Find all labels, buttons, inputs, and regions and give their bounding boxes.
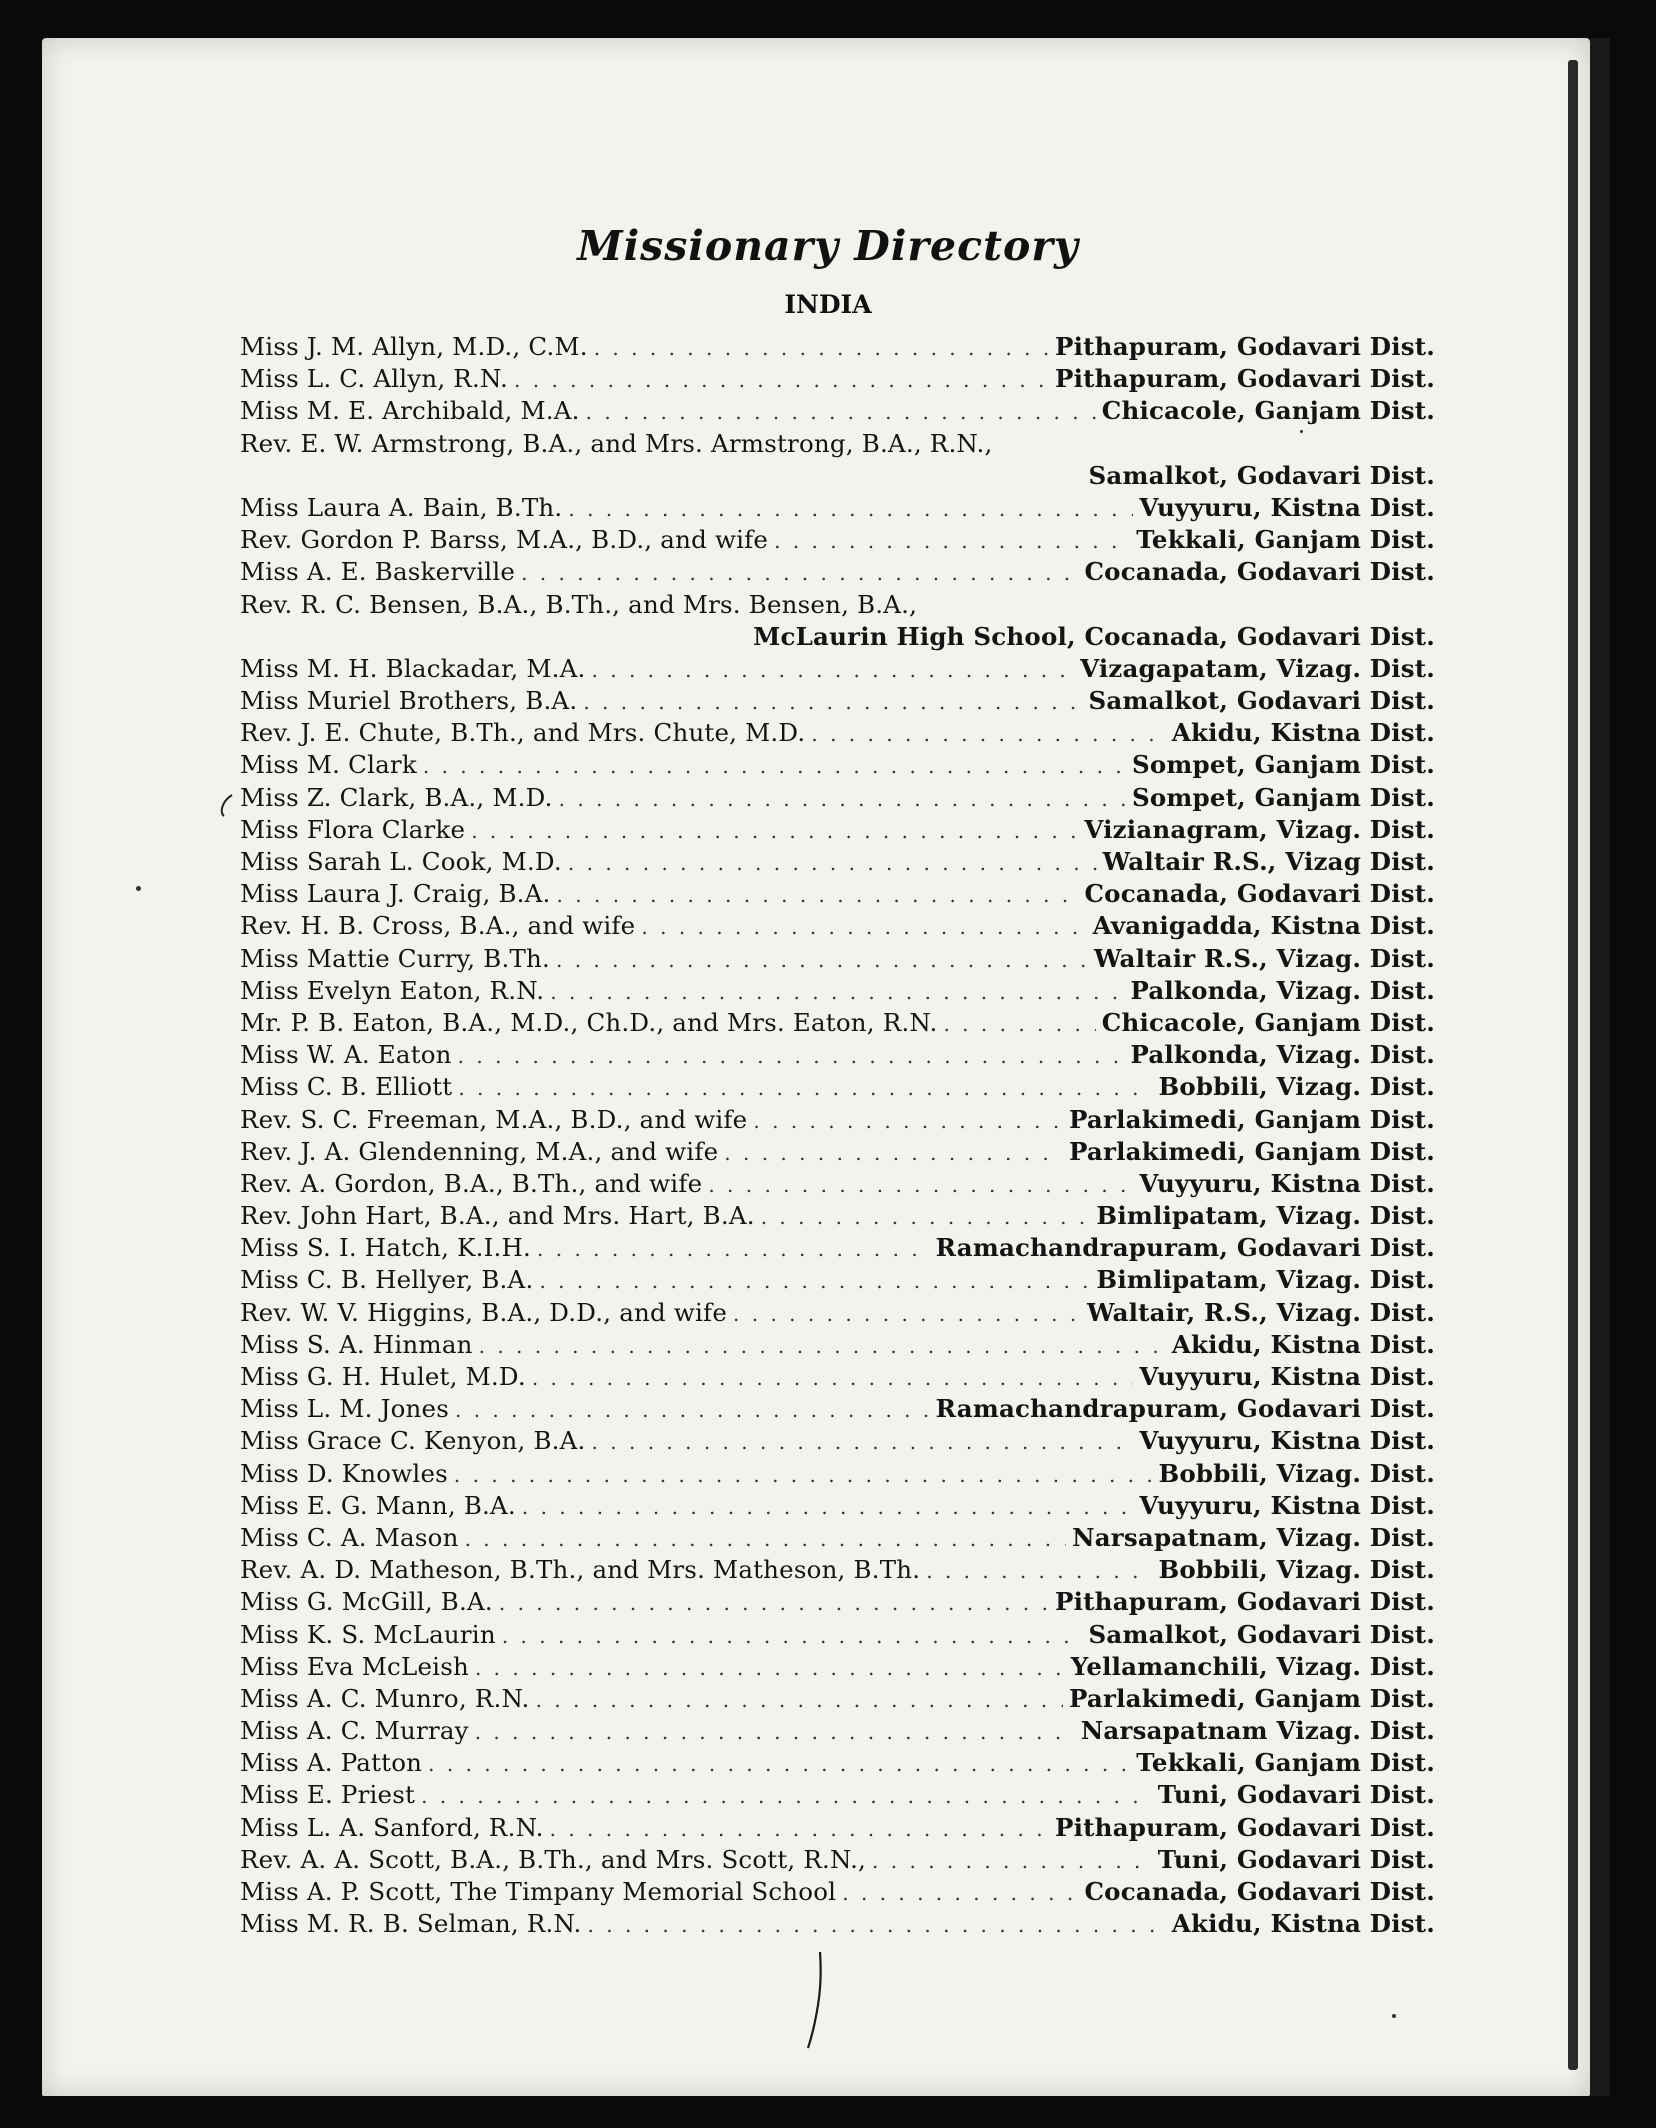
missionary-name: Miss Laura J. Craig, B.A.	[240, 879, 551, 909]
station-location: Bobbili, Vizag. Dist.	[1158, 1072, 1435, 1102]
station-location: Samalkot, Godavari Dist.	[1088, 460, 1435, 490]
station-location: Parlakimedi, Ganjam Dist.	[1068, 1136, 1435, 1166]
station-location: Parlakimedi, Ganjam Dist.	[1068, 1683, 1435, 1713]
missionary-name: Miss A. P. Scott, The Timpany Memorial School	[240, 1877, 837, 1906]
missionary-name: Rev. R. C. Bensen, B.A., B.Th., and Mrs. Bensen, B.A.,	[240, 589, 918, 619]
station-location: Bimlipatam, Vizag. Dist.	[1096, 1265, 1435, 1295]
missionary-name: Rev. Gordon P. Barss, M.A., B.D., and wife	[240, 525, 769, 555]
station-location: Narsapatnam, Vizag. Dist.	[1072, 1522, 1435, 1552]
missionary-name: Miss G. H. Hulet, M.D.	[240, 1362, 526, 1391]
page-title: Missionary Directory	[577, 222, 1079, 270]
dot-leader	[537, 1233, 930, 1265]
missionary-name: Miss M. H. Blackadar, M.A.	[240, 653, 586, 683]
station-location: Tuni, Godavari Dist.	[1157, 1780, 1435, 1810]
dot-leader	[842, 1877, 1078, 1909]
pen-stroke-mark	[800, 1950, 840, 2050]
dot-leader	[475, 1652, 1065, 1684]
dot-leader	[428, 1748, 1130, 1780]
station-location: Waltair R.S., Vizag Dist.	[1102, 847, 1435, 876]
directory-entry	[240, 1425, 1435, 1457]
station-location: Cocanada, Godavari Dist.	[1084, 557, 1435, 587]
directory-entry	[240, 1200, 1435, 1232]
directory-entry	[240, 1232, 1435, 1264]
directory-entry	[240, 524, 1435, 556]
station-location: Chicacole, Ganjam Dist.	[1101, 1007, 1435, 1037]
dot-leader	[550, 976, 1124, 1008]
missionary-name: Miss L. A. Sanford, R.N.	[240, 1812, 544, 1842]
dot-leader	[421, 1780, 1152, 1812]
dot-leader	[499, 1587, 1049, 1619]
station-location: Bobbili, Vizag. Dist.	[1158, 1458, 1435, 1488]
station-location: Bobbili, Vizag. Dist.	[1158, 1555, 1435, 1585]
station-location: Akidu, Kistna Dist.	[1171, 1329, 1435, 1359]
station-location: Waltair R.S., Vizag. Dist.	[1093, 943, 1435, 973]
station-location: Palkonda, Vizag. Dist.	[1130, 1040, 1435, 1070]
missionary-name: Rev. H. B. Cross, B.A., and wife	[240, 911, 636, 941]
missionary-name: Rev. A. A. Scott, B.A., B.Th., and Mrs. Scott, R.N.,	[240, 1844, 867, 1874]
dot-leader	[588, 1909, 1166, 1941]
missionary-name: Miss G. McGill, B.A.	[240, 1587, 493, 1617]
missionary-name: Rev. W. V. Higgins, B.A., D.D., and wife	[240, 1297, 728, 1327]
speck-mark	[136, 886, 141, 891]
dot-leader	[475, 1716, 1075, 1748]
directory-entry	[240, 975, 1435, 1007]
directory-list	[240, 331, 1435, 1940]
station-location: Palkonda, Vizag. Dist.	[1130, 975, 1435, 1005]
directory-entry	[240, 1071, 1435, 1103]
missionary-name: Miss Laura A. Bain, B.Th.	[240, 492, 563, 522]
station-location: Sompet, Ganjam Dist.	[1131, 750, 1435, 780]
dot-leader	[557, 879, 1079, 911]
missionary-name: Miss Muriel Brothers, B.A.	[240, 686, 578, 716]
dot-leader	[724, 1137, 1063, 1169]
dot-leader	[733, 1298, 1081, 1330]
missionary-name: Miss L. C. Allyn, R.N.	[240, 364, 509, 394]
missionary-name: Rev. E. W. Armstrong, B.A., and Mrs. Armstrong, B.A., R.N.,	[240, 428, 993, 458]
station-location: Vuyyuru, Kistna Dist.	[1139, 1168, 1435, 1198]
dot-leader	[539, 1265, 1090, 1297]
dot-leader	[502, 1620, 1083, 1652]
station-location: Bimlipatam, Vizag. Dist.	[1096, 1201, 1435, 1231]
missionary-name: Mr. P. B. Eaton, B.A., M.D., Ch.D., and Mrs. Eaton, R.N.	[240, 1007, 938, 1037]
missionary-name: Miss A. E. Baskerville	[240, 557, 516, 587]
directory-entry	[240, 1779, 1435, 1811]
missionary-name: Miss W. A. Eaton	[240, 1040, 452, 1070]
station-location: Vuyyuru, Kistna Dist.	[1139, 1362, 1435, 1391]
station-location: Parlakimedi, Ganjam Dist.	[1068, 1104, 1435, 1134]
station-location: Samalkot, Godavari Dist.	[1088, 1619, 1435, 1649]
missionary-name: Miss Sarah L. Cook, M.D.	[240, 847, 562, 876]
missionary-name: Miss C. B. Elliott	[240, 1072, 453, 1102]
dot-leader	[568, 493, 1133, 525]
dot-leader	[586, 396, 1096, 428]
directory-entry	[240, 878, 1435, 910]
dot-leader	[559, 783, 1126, 815]
dot-leader	[536, 1684, 1063, 1716]
directory-entry	[240, 814, 1435, 846]
directory-entry	[240, 782, 1435, 814]
missionary-name: Rev. A. D. Matheson, B.Th., and Mrs. Matheson, B.Th.	[240, 1555, 921, 1585]
dot-leader	[455, 1394, 930, 1426]
missionary-name: Miss J. M. Allyn, M.D., C.M.	[240, 332, 588, 361]
dot-leader	[532, 1362, 1134, 1394]
station-location: Yellamanchili, Vizag. Dist.	[1070, 1651, 1435, 1681]
binding-strip	[1568, 60, 1578, 2070]
directory-entry	[240, 1812, 1435, 1844]
directory-entry	[240, 653, 1435, 685]
directory-entry	[240, 1619, 1435, 1651]
dot-leader	[522, 1491, 1133, 1523]
directory-entry	[240, 395, 1435, 427]
dot-leader	[753, 1105, 1063, 1137]
station-location: Vuyyuru, Kistna Dist.	[1139, 492, 1435, 522]
missionary-name: Miss M. R. B. Selman, R.N.	[240, 1909, 582, 1939]
directory-entry	[240, 846, 1435, 878]
directory-entry	[240, 1908, 1435, 1940]
station-location: Vuyyuru, Kistna Dist.	[1139, 1426, 1435, 1456]
dot-leader	[774, 525, 1130, 557]
directory-entry	[240, 1554, 1435, 1586]
dot-leader	[479, 1330, 1166, 1362]
missionary-name: Rev. S. C. Freeman, M.A., B.D., and wife	[240, 1104, 748, 1134]
directory-entry	[240, 1683, 1435, 1715]
directory-entry	[240, 556, 1435, 588]
directory-entry	[240, 717, 1435, 749]
dot-leader	[872, 1845, 1152, 1877]
page-edge-shadow	[1590, 38, 1610, 2096]
dot-leader	[465, 1523, 1067, 1555]
missionary-name: Miss Z. Clark, B.A., M.D.	[240, 782, 553, 812]
directory-entry	[240, 1361, 1435, 1393]
station-location: Waltair, R.S., Vizag. Dist.	[1086, 1297, 1435, 1327]
directory-entry	[240, 1522, 1435, 1554]
station-location: Pithapuram, Godavari Dist.	[1055, 364, 1435, 394]
dot-leader	[708, 1169, 1133, 1201]
station-location: Chicacole, Ganjam Dist.	[1101, 396, 1435, 426]
dot-leader	[556, 944, 1088, 976]
missionary-name: Rev. J. A. Glendenning, M.A., and wife	[240, 1136, 719, 1166]
missionary-name: Miss M. E. Archibald, M.A.	[240, 396, 580, 426]
missionary-name: Miss C. A. Mason	[240, 1522, 459, 1552]
directory-entry	[240, 1715, 1435, 1747]
station-location: Tuni, Godavari Dist.	[1157, 1844, 1435, 1874]
missionary-name: Miss S. A. Hinman	[240, 1329, 473, 1359]
station-location: Ramachandrapuram, Godavari Dist.	[935, 1394, 1435, 1424]
directory-entry	[240, 943, 1435, 975]
directory-entry	[240, 1297, 1435, 1329]
directory-entry	[240, 1586, 1435, 1618]
directory-entry	[240, 1393, 1435, 1425]
station-location: Pithapuram, Godavari Dist.	[1055, 1587, 1435, 1617]
directory-entry	[240, 1136, 1435, 1168]
missionary-name: Miss K. S. McLaurin	[240, 1619, 496, 1649]
directory-entry	[240, 1264, 1435, 1296]
directory-entry	[240, 1844, 1435, 1876]
missionary-name: Miss A. Patton	[240, 1748, 423, 1778]
station-location: Pithapuram, Godavari Dist.	[1055, 332, 1435, 361]
dot-leader	[943, 1008, 1095, 1040]
dot-leader	[926, 1555, 1152, 1587]
directory-entry	[240, 363, 1435, 395]
station-location: Samalkot, Godavari Dist.	[1088, 686, 1435, 716]
dot-leader	[761, 1201, 1091, 1233]
station-location: Vizianagram, Vizag. Dist.	[1084, 814, 1435, 844]
directory-entry	[240, 1876, 1435, 1908]
speck-mark	[1392, 2014, 1396, 2018]
dot-leader	[583, 686, 1082, 718]
station-location: Ramachandrapuram, Godavari Dist.	[935, 1233, 1435, 1263]
station-location: Cocanada, Godavari Dist.	[1084, 1877, 1435, 1906]
missionary-name: Rev. John Hart, B.A., and Mrs. Hart, B.A.	[240, 1201, 755, 1231]
directory-entry	[240, 910, 1435, 942]
station-location: Narsapatnam Vizag. Dist.	[1080, 1716, 1435, 1746]
missionary-name: Miss A. C. Munro, R.N.	[240, 1683, 530, 1713]
missionary-name: Miss Evelyn Eaton, R.N.	[240, 975, 545, 1005]
dot-leader	[521, 557, 1078, 589]
missionary-name: Miss D. Knowles	[240, 1458, 448, 1488]
directory-entry	[240, 1007, 1435, 1039]
directory-entry	[240, 1747, 1435, 1779]
directory-entry	[240, 589, 1435, 653]
station-location: Tekkali, Ganjam Dist.	[1136, 1748, 1435, 1778]
directory-entry	[240, 1104, 1435, 1136]
station-location: Cocanada, Godavari Dist.	[1084, 879, 1435, 909]
station-location: Vuyyuru, Kistna Dist.	[1139, 1490, 1435, 1520]
station-location: Avanigadda, Kistna Dist.	[1092, 911, 1435, 941]
directory-entry	[240, 428, 1435, 492]
dot-leader	[592, 654, 1075, 686]
missionary-name: Miss E. Priest	[240, 1780, 416, 1810]
station-location: McLaurin High School, Cocanada, Godavari Dist.	[753, 621, 1435, 651]
directory-entry	[240, 1329, 1435, 1361]
station-location: Pithapuram, Godavari Dist.	[1055, 1812, 1435, 1842]
directory-entry	[240, 749, 1435, 781]
dot-leader	[514, 364, 1049, 396]
directory-entry	[240, 1458, 1435, 1490]
directory-entry	[240, 685, 1435, 717]
missionary-name: Miss Eva McLeish	[240, 1651, 469, 1681]
pencil-tick-mark	[218, 792, 238, 820]
dot-leader	[458, 1072, 1152, 1104]
station-location: Akidu, Kistna Dist.	[1171, 1909, 1435, 1939]
missionary-name: Rev. A. Gordon, B.A., B.Th., and wife	[240, 1168, 703, 1198]
dot-leader	[568, 847, 1097, 879]
missionary-name: Miss A. C. Murray	[240, 1716, 469, 1746]
dot-leader	[594, 332, 1049, 364]
directory-entry	[240, 1490, 1435, 1522]
dot-leader	[592, 1426, 1134, 1458]
directory-entry	[240, 1651, 1435, 1683]
dot-leader	[471, 815, 1078, 847]
missionary-name: Miss Grace C. Kenyon, B.A.	[240, 1426, 586, 1456]
dot-leader	[641, 911, 1086, 943]
missionary-name: Miss L. M. Jones	[240, 1394, 449, 1424]
station-location: Tekkali, Ganjam Dist.	[1136, 525, 1435, 555]
dot-leader	[454, 1459, 1153, 1491]
missionary-name: Miss S. I. Hatch, K.I.H.	[240, 1233, 532, 1263]
directory-entry	[240, 1168, 1435, 1200]
dot-leader	[458, 1040, 1125, 1072]
missionary-name: Rev. J. E. Chute, B.Th., and Mrs. Chute, M.D.	[240, 718, 806, 748]
directory-entry	[240, 331, 1435, 363]
dot-leader	[811, 718, 1165, 750]
station-location: Sompet, Ganjam Dist.	[1131, 782, 1435, 812]
missionary-name: Miss Mattie Curry, B.Th.	[240, 943, 550, 973]
missionary-name: Miss E. G. Mann, B.A.	[240, 1490, 516, 1520]
speck-mark	[1300, 430, 1303, 433]
directory-entry	[240, 1039, 1435, 1071]
missionary-name: Miss Flora Clarke	[240, 814, 466, 844]
station-location: Akidu, Kistna Dist.	[1171, 718, 1435, 748]
directory-entry	[240, 492, 1435, 524]
missionary-name: Miss M. Clark	[240, 750, 417, 780]
dot-leader	[423, 750, 1126, 782]
missionary-name: Miss C. B. Hellyer, B.A.	[240, 1265, 534, 1295]
section-heading: INDIA	[784, 290, 872, 319]
station-location: Vizagapatam, Vizag. Dist.	[1080, 653, 1435, 683]
dot-leader	[550, 1813, 1049, 1845]
